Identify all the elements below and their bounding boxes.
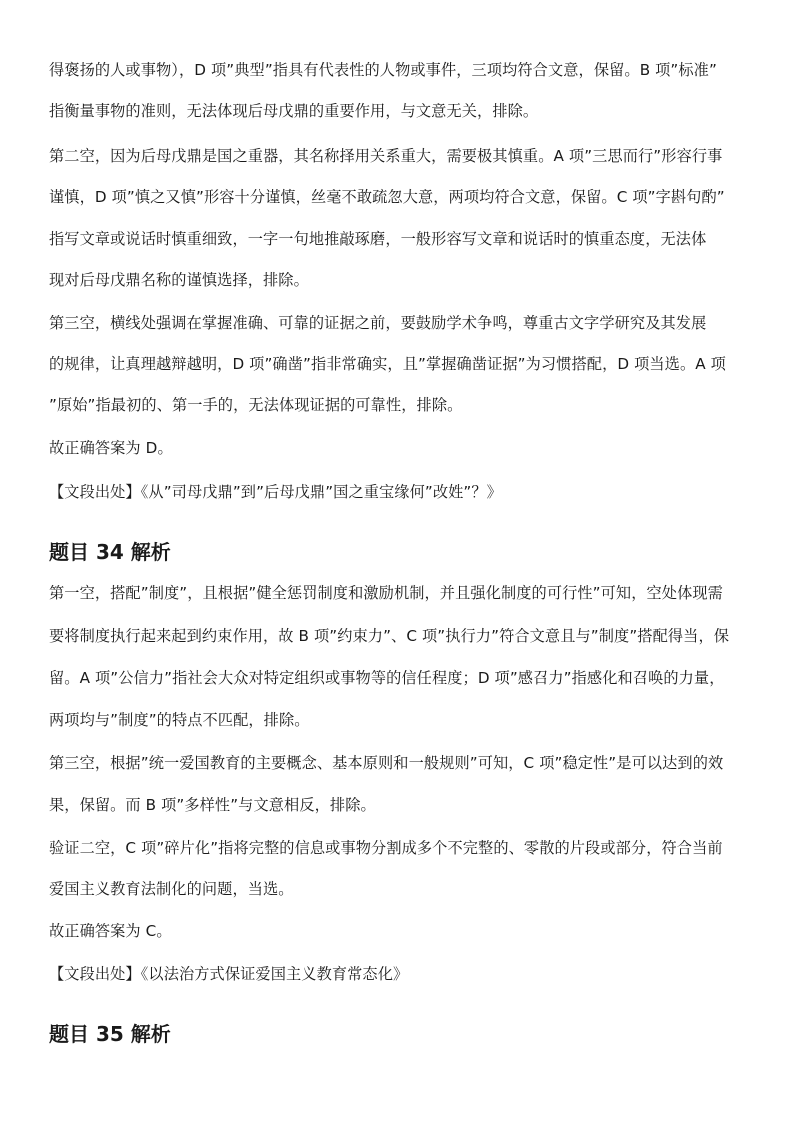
paragraph-line: 要将制度执行起来起到约束作用，故 B 项”约束力”、C 项”执行力”符合文意且与”制度”搭配得当，保 (49, 627, 730, 645)
paragraph-line: 留。A 项”公信力”指社会大众对特定组织或事物等的信任程度；D 项”感召力”指感化和召唤的力量， (49, 669, 725, 687)
paragraph-line: 谨慎，D 项”慎之又慎”形容十分谨慎，丝毫不敢疏忽大意，两项均符合文意，保留。C 项”字斟句酌” (49, 188, 725, 206)
section-heading-34: 题目 34 解析 (49, 540, 171, 564)
source-line: 【文段出处】《以法治方式保证爱国主义教育常态化》 (49, 965, 409, 983)
paragraph-line: 第三空，根据”统一爱国教育的主要概念、基本原则和一般规则”可知，C 项”稳定性”是可以达到的效 (49, 754, 724, 772)
paragraph-line: ”原始”指最初的、第一手的，无法体现证据的可靠性，排除。 (49, 396, 463, 414)
paragraph-line: 指写文章或说话时慎重细致，一字一句地推敲琢磨，一般形容写文章和说话时的慎重态度，无法体 (49, 230, 707, 248)
paragraph-line: 第二空，因为后母戊鼎是国之重器，其名称择用关系重大，需要极其慎重。A 项”三思而行”形容行事 (49, 147, 723, 165)
paragraph-line: 得褒扬的人或事物），D 项”典型”指具有代表性的人物或事件，三项均符合文意，保留。B 项”标准” (49, 61, 717, 79)
paragraph-line: 验证二空，C 项”碎片化”指将完整的信息或事物分割成多个不完整的、零散的片段或部分，符合当前 (49, 839, 723, 857)
paragraph-line: 果，保留。而 B 项”多样性”与文意相反，排除。 (49, 796, 376, 814)
paragraph-line: 的规律，让真理越辩越明，D 项”确凿”指非常确实，且”掌握确凿证据”为习惯搭配，D 项当选。A 项 (49, 355, 726, 373)
paragraph-line: 第一空，搭配”制度”，且根据”健全惩罚制度和激励机制，并且强化制度的可行性”可知，空处体现需 (49, 584, 723, 602)
paragraph-line: 指衡量事物的准则，无法体现后母戊鼎的重要作用，与文意无关，排除。 (49, 102, 539, 120)
section-heading-35: 题目 35 解析 (49, 1022, 171, 1046)
paragraph-line: 爱国主义教育法制化的问题，当选。 (49, 880, 294, 898)
paragraph-line: 第三空，横线处强调在掌握准确、可靠的证据之前，要鼓励学术争鸣，尊重古文字学研究及其发展 (49, 314, 707, 332)
source-line: 【文段出处】《从”司母戊鼎”到”后母戊鼎”国之重宝缘何”改姓”？》 (49, 483, 502, 501)
answer-line: 故正确答案为 C。 (49, 922, 172, 940)
paragraph-line: 现对后母戊鼎名称的谨慎选择，排除。 (49, 271, 309, 289)
paragraph-line: 两项均与”制度”的特点不匹配，排除。 (49, 711, 310, 729)
answer-line: 故正确答案为 D。 (49, 439, 173, 457)
